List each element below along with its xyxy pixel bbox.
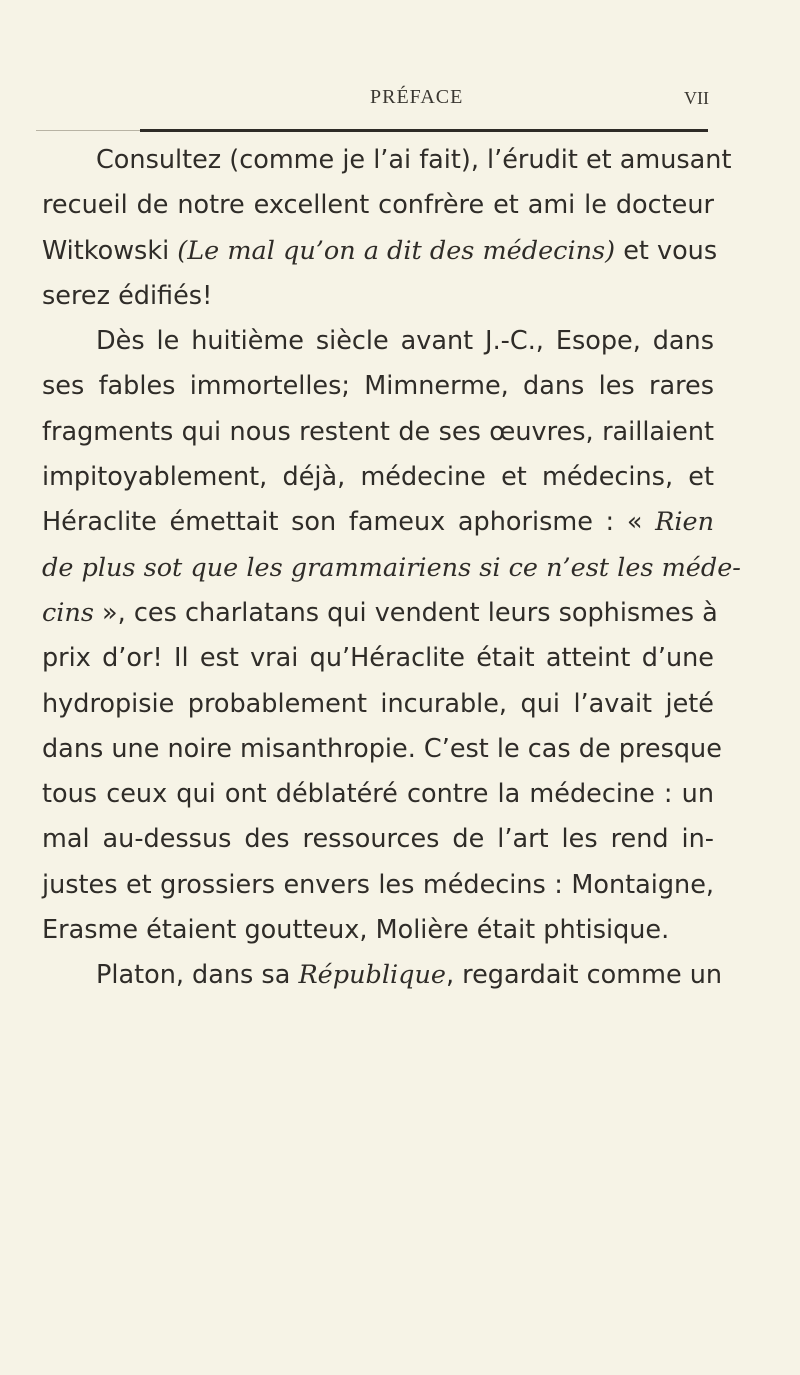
page-number: VII: [684, 88, 709, 108]
text-line: [42, 274, 714, 319]
text-run: justes et grossiers envers les médecins : Montaigne,: [42, 869, 714, 900]
text-line: [42, 817, 714, 862]
text-line: [42, 319, 714, 364]
text-line: [42, 138, 732, 183]
text-line: [42, 546, 741, 591]
text-run: Dès le huitième siècle avant J.-C., Esope, dans: [96, 326, 714, 357]
text-run: prix d’or! Il est vrai qu’Héraclite était atteint d’une: [42, 643, 714, 674]
text-run: Witkowski: [42, 235, 178, 266]
text-line: [42, 727, 722, 772]
body-text: [42, 138, 741, 999]
text-run: dans une noire misanthropie. C’est le cas de presque: [42, 733, 722, 764]
text-line: [42, 591, 718, 636]
text-run: serez édifiés!: [42, 280, 213, 311]
header-rule: [140, 129, 708, 132]
italic-text: République: [298, 960, 446, 991]
text-run: mal au-dessus des ressources de l’art les rend in-: [42, 824, 714, 855]
text-line: [42, 183, 714, 228]
text-run: et vous: [615, 235, 718, 266]
text-line: [42, 953, 723, 998]
text-line: [42, 863, 714, 908]
text-line: [42, 229, 718, 274]
text-run: hydropisie probablement incurable, qui l’avait jeté: [42, 688, 714, 719]
text-run: ses fables immortelles; Mimnerme, dans les rares: [42, 371, 714, 402]
running-title: PRÉFACE: [370, 86, 464, 108]
italic-text: (Le mal qu’on a dit des médecins): [177, 235, 616, 266]
text-run: impitoyablement, déjà, médecine et médecins, et: [42, 462, 714, 493]
text-line: [42, 500, 714, 545]
text-run: Erasme étaient goutteux, Molière était phtisique.: [42, 915, 670, 946]
italic-text: Rien: [655, 507, 714, 538]
text-run: tous ceux qui ont déblatéré contre la médecine : un: [42, 779, 714, 810]
text-run: Platon, dans sa: [96, 960, 299, 991]
text-run: , regardait comme un: [445, 960, 723, 991]
text-run: recueil de notre excellent confrère et ami le docteur: [42, 190, 714, 221]
italic-text: cins: [42, 597, 94, 628]
text-line: [42, 410, 714, 455]
text-line: [42, 364, 714, 409]
text-run: Héraclite émettait son fameux aphorisme : «: [42, 507, 656, 538]
text-run: fragments qui nous restent de ses œuvres, raillaient: [42, 416, 714, 447]
text-line: [42, 636, 714, 681]
text-run: Consultez (comme je l’ai fait), l’érudit et amusant: [96, 145, 732, 175]
text-line: [42, 455, 714, 500]
text-line: [42, 908, 714, 953]
header-rule-faint: [36, 130, 140, 131]
text-line: [42, 682, 714, 727]
text-run: », ces charlatans qui vendent leurs sophismes à: [93, 597, 718, 628]
text-line: [42, 772, 714, 817]
italic-text: de plus sot que les grammairiens si ce n’est les méde-: [42, 552, 741, 583]
